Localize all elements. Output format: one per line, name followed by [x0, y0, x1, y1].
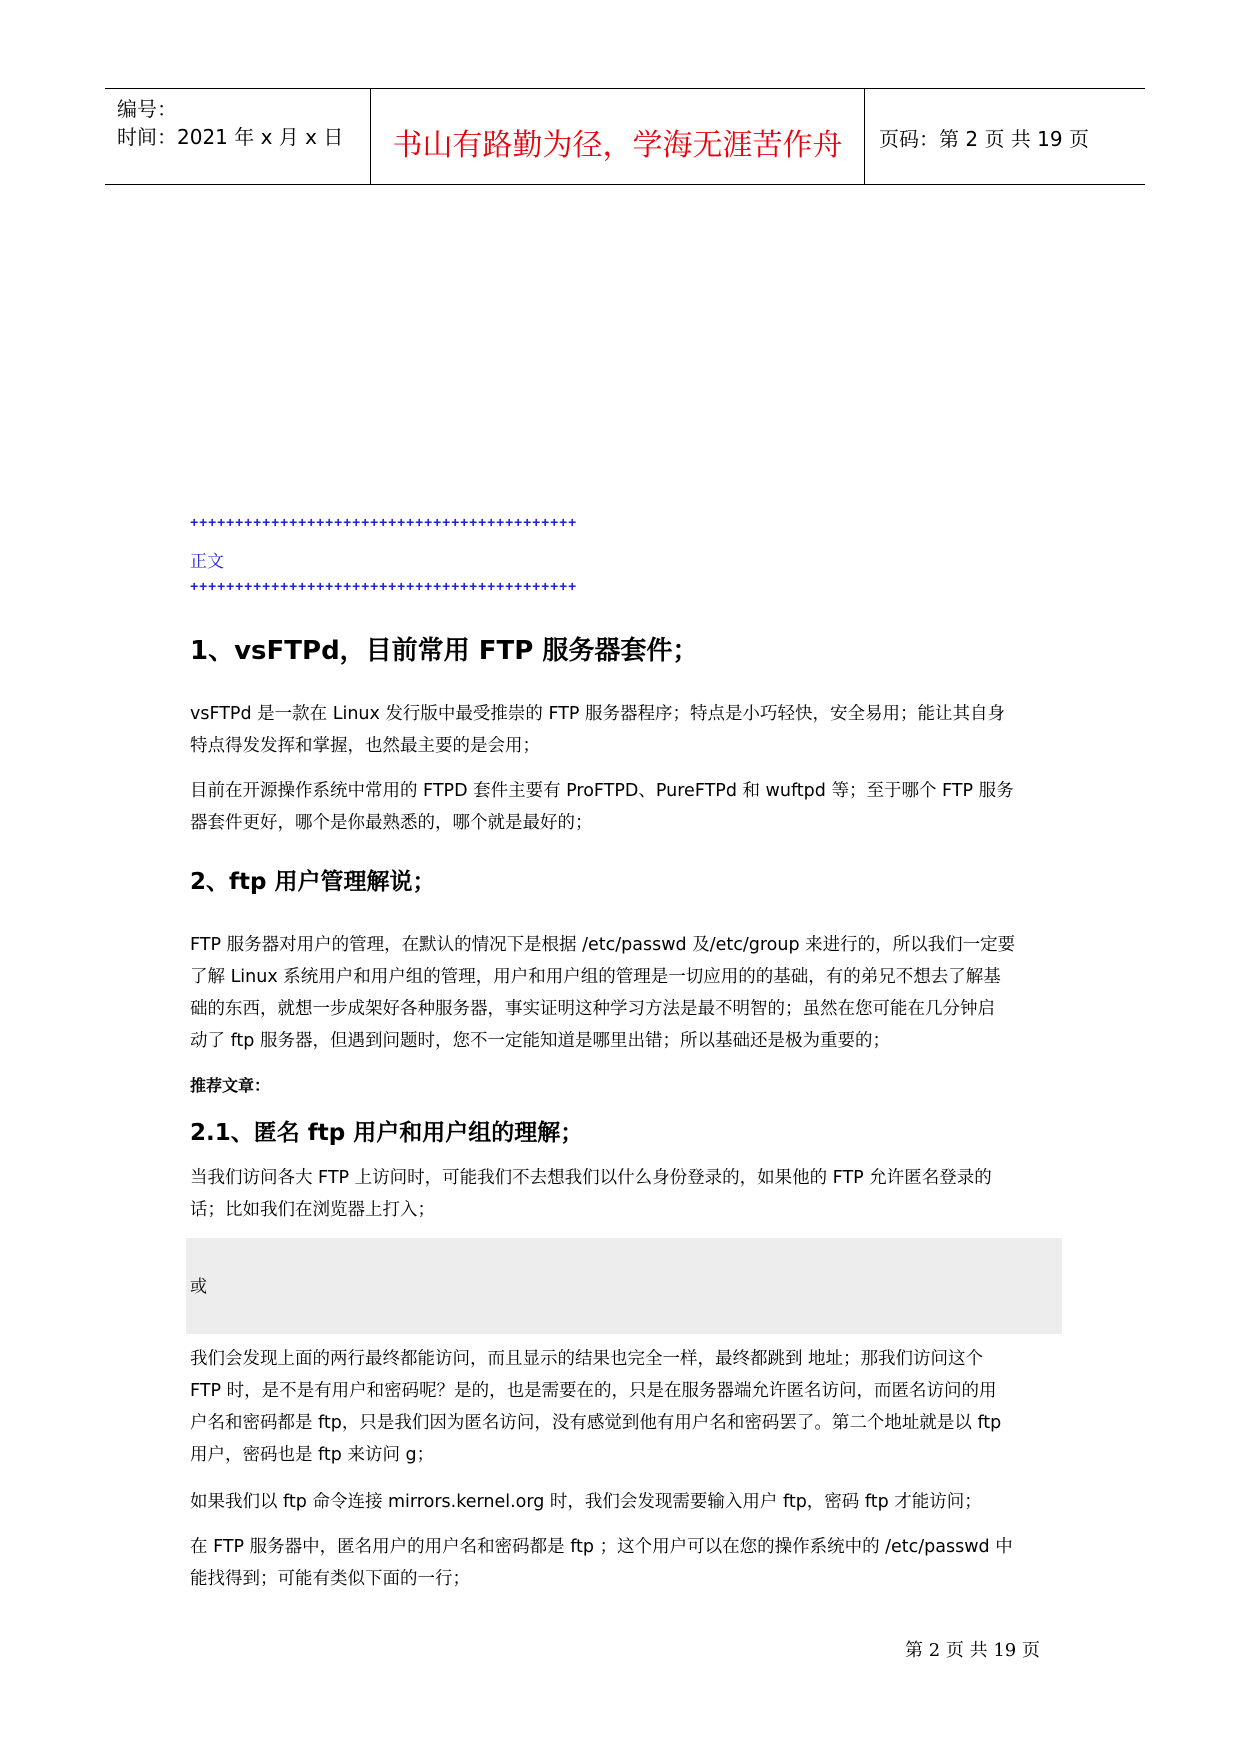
divider-bottom: +++++++++++++++++++++++++++++++++++++++++++	[190, 580, 578, 596]
page-header	[105, 88, 1145, 185]
header-right-cell	[865, 89, 1145, 184]
paragraph-line: 器套件更好，哪个是你最熟悉的，哪个就是最好的；	[190, 813, 593, 833]
section21-paragraph-1	[190, 1162, 1062, 1226]
paragraph-line: FTP 时，是不是有用户和密码呢？是的，也是需要在的，只是在服务器端允许匿名访问，而匿名访问的用	[190, 1381, 997, 1401]
code-or-text: 或	[190, 1277, 207, 1297]
paragraph-line: 特点得发发挥和掌握，也然最主要的是会用；	[190, 736, 540, 756]
paragraph-line: 用户，密码也是 ftp 来访问 g；	[190, 1445, 435, 1465]
section21-paragraph-3	[190, 1486, 1062, 1518]
divider-top: +++++++++++++++++++++++++++++++++++++++++++	[190, 516, 578, 532]
zhengwen-label: 正文	[190, 552, 224, 572]
paragraph-line: 户名和密码都是 ftp，只是我们因为匿名访问，没有感觉到他有用户名和密码罢了。第二个地址就是以 ftp	[190, 1413, 1002, 1433]
paragraph-line: 我们会发现上面的两行最终都能访问，而且显示的结果也完全一样，最终都跳到 地址；那我们访问这个	[190, 1349, 984, 1369]
document-time-label: 时间：2021 年 x 月 x 日	[117, 125, 344, 149]
section2-heading: 2、ftp 用户管理解说；	[190, 869, 436, 895]
document-number-label: 编号：	[117, 97, 177, 121]
paragraph-line: 础的东西，就想一步成架好各种服务器，事实证明这种学习方法是最不明智的；虽然在您可能在几分钟启	[190, 999, 995, 1019]
paragraph-line: 了解 Linux 系统用户和用户组的管理，用户和用户组的管理是一切应用的的基础，有的弟兄不想去了解基	[190, 967, 1001, 987]
paragraph-line: 目前在开源操作系统中常用的 FTPD 套件主要有 ProFTPD、PureFTPd 和 wuftpd 等；至于哪个 FTP 服务	[190, 781, 1014, 801]
code-block	[186, 1238, 1062, 1334]
section21-paragraph-2	[190, 1343, 1062, 1471]
section21-paragraph-4	[190, 1531, 1062, 1595]
header-left-cell	[105, 89, 370, 184]
recommend-label: 推荐文章：	[190, 1076, 271, 1095]
header-center-cell	[370, 89, 865, 184]
header-motto: 书山有路勤为径，学海无涯苦作舟	[392, 128, 843, 163]
paragraph-line: 当我们访问各大 FTP 上访问时，可能我们不去想我们以什么身份登录的，如果他的 FTP 允许匿名登录的	[190, 1168, 992, 1188]
paragraph-line: 如果我们以 ftp 命令连接 mirrors.kernel.org 时，我们会发现需要输入用户 ftp，密码 ftp 才能访问；	[190, 1492, 982, 1512]
header-page-number: 页码：第 2 页 共 19 页	[879, 127, 1089, 151]
page-footer: 第 2 页 共 19 页	[905, 1640, 1040, 1661]
section1-paragraph-1	[190, 698, 1062, 762]
paragraph-line: 动了 ftp 服务器，但遇到问题时，您不一定能知道是哪里出错；所以基础还是极为重要的；	[190, 1031, 890, 1051]
section1-paragraph-2	[190, 775, 1062, 839]
paragraph-line: 话；比如我们在浏览器上打入；	[190, 1200, 435, 1220]
section2-paragraph-1	[190, 929, 1062, 1057]
paragraph-line: 在 FTP 服务器中，匿名用户的用户名和密码都是 ftp ；这个用户可以在您的操作系统中的 /etc/passwd 中	[190, 1537, 1013, 1557]
section1-heading: 1、vsFTPd，目前常用 FTP 服务器套件；	[190, 636, 699, 666]
paragraph-line: vsFTPd 是一款在 Linux 发行版中最受推崇的 FTP 服务器程序；特点是小巧轻快，安全易用；能让其自身	[190, 704, 1006, 724]
paragraph-line: 能找得到；可能有类似下面的一行；	[190, 1569, 470, 1589]
paragraph-line: FTP 服务器对用户的管理，在默认的情况下是根据 /etc/passwd 及/etc/group 来进行的，所以我们一定要	[190, 935, 1016, 955]
section21-heading: 2.1、匿名 ftp 用户和用户组的理解；	[190, 1120, 584, 1146]
